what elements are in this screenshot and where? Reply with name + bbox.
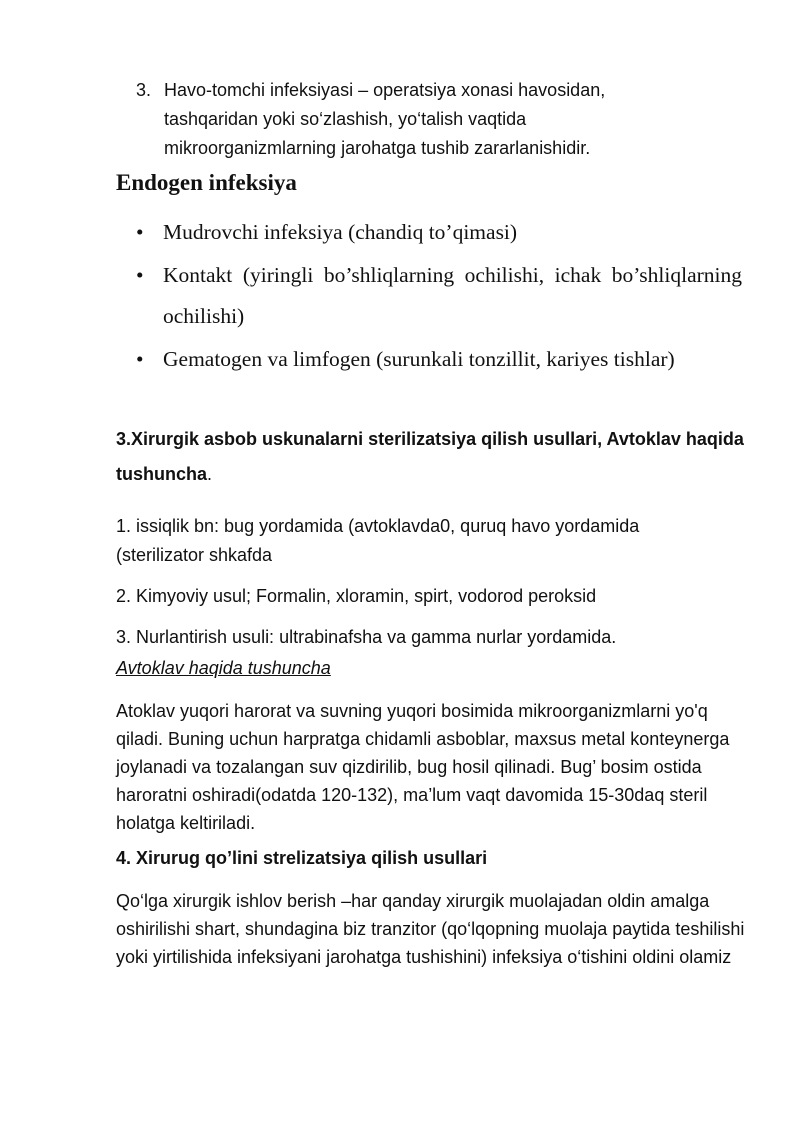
bullet-item — [136, 339, 742, 380]
method-item: 3. Nurlantirish usuli: ultrabinafsha va gamma nurlar yordamida. — [116, 627, 617, 647]
avtoklav-paragraph: Atoklav yuqori harorat va suvning yuqori bosimida mikroorganizmlarni yo'q qiladi. Buning uchun harpratga chidamli asboblar, maxsus metal konteynerga joylanadi va tozalangan suv qizdirilib, bug hosil qilinadi. Bug’ bosim ostida haroratni oshiradi(odatda 120-132), ma’lum vaqt davomida 15-30daq steril holatga keltiriladi. — [116, 701, 730, 833]
bullet-text: Kontakt (yiringli bo’shliqlarning ochilishi, ichak bo’shliqlarning ochilishi) — [163, 263, 742, 328]
section-3-heading — [116, 422, 756, 492]
method-item: 1. issiqlik bn: bug yordamida (avtoklavda0, quruq havo yordamida (sterilizator shkafda — [116, 516, 640, 565]
bullet-text: Gematogen va limfogen (surunkali tonzillit, kariyes tishlar) — [163, 347, 675, 371]
endogen-heading: Endogen infeksiya — [116, 170, 297, 195]
endogen-bullet-list — [136, 212, 742, 382]
section-4-heading: 4. Xirurug qo’lini strelizatsiya qilish usullari — [116, 848, 488, 868]
section-3-heading-text: 3.Xirurgik asbob uskunalarni sterilizatsiya qilish usullari, Avtoklav haqida tushuncha — [116, 429, 744, 484]
bullet-icon: • — [136, 347, 144, 371]
section-3-heading-period: . — [207, 464, 213, 484]
bullet-icon: • — [136, 220, 144, 244]
bullet-item — [136, 255, 742, 337]
item-number: 3. — [136, 80, 152, 100]
section-4-paragraph: Qo‘lga xirurgik ishlov berish –har qanday xirurgik muolajadan oldin amalga oshirilishi shart, shundagina biz tranzitor (qo‘lqopning muolaja paytida teshilishi yoki yirtilishida infeksiyani jarohatga tushishini) infeksiya o‘tishini oldini olamiz — [116, 891, 745, 967]
bullet-item — [136, 212, 742, 253]
sterilization-methods — [116, 512, 726, 664]
method-item: 2. Kimyoviy usul; Formalin, xloramin, spirt, vodorod peroksid — [116, 586, 597, 606]
bullet-text: Mudrovchi infeksiya (chandiq to’qimasi) — [163, 220, 518, 244]
avtoklav-link[interactable]: Avtoklav haqida tushuncha — [116, 658, 331, 678]
numbered-item-3 — [136, 76, 656, 163]
bullet-icon: • — [136, 263, 144, 287]
item-text: Havo-tomchi infeksiyasi – operatsiya xonasi havosidan, tashqaridan yoki so‘zlashish, yo‘talish vaqtida mikroorganizmlarning jarohatga tushib zararlanishidir. — [164, 80, 606, 158]
